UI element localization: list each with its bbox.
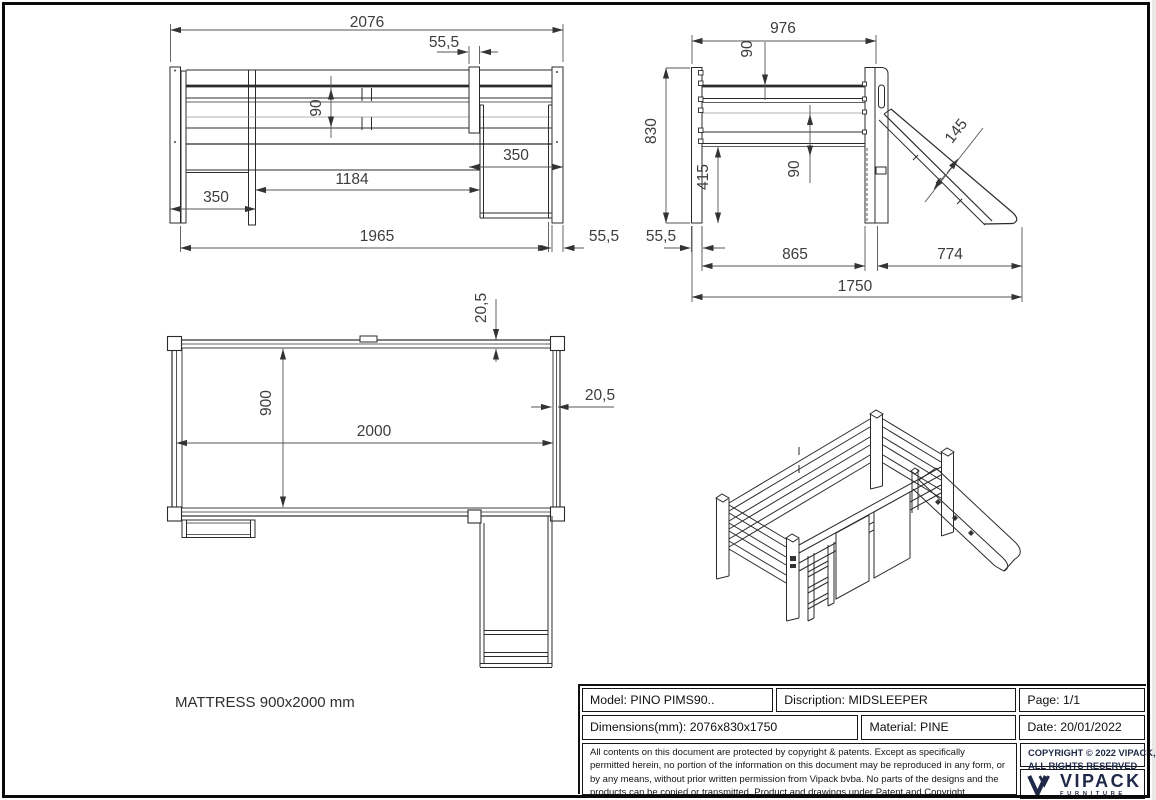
top-dim-length: 2000 <box>356 423 392 440</box>
title-block <box>578 684 1156 799</box>
front-dim-mid-span: 1184 <box>335 171 369 188</box>
copyright-line: permitted herein, no portion of the information on this document may be reproduced in any form, or <box>590 760 1006 772</box>
copyright-line: by any means, without prior written permission from Vipack bvba. No parts of the designs and the <box>590 773 999 785</box>
copyright-notice-line: COPYRIGHT © 2022 VIPACK, <box>1028 748 1156 758</box>
front-dim-post-bottom: 55,5 <box>588 228 620 245</box>
front-view <box>170 14 619 252</box>
top-dim-thickness-side: 20,5 <box>584 387 616 404</box>
top-view <box>168 293 616 668</box>
date-field: Date: 20/01/2022 <box>1019 715 1145 740</box>
side-dim-total: 1750 <box>837 278 873 295</box>
side-dim-mattress-gap: 90 <box>786 160 803 178</box>
model-field: Model: PINO PIMS90.. <box>582 688 773 712</box>
copyright-paragraph <box>582 743 1017 799</box>
side-dim-top-rail: 90 <box>739 40 756 58</box>
side-dim-slide-reach: 774 <box>937 246 963 263</box>
brand-subtitle: FURNITURE <box>1060 791 1126 798</box>
copyright-line: products can be copied or transmitted. Product and drawings under Patent and Copyright. <box>590 787 968 799</box>
page-field: Page: 1/1 <box>1019 688 1145 712</box>
side-dim-slide-width: 145 <box>941 115 972 147</box>
isometric-view <box>716 410 1020 621</box>
side-dim-depth: 976 <box>770 20 796 37</box>
side-dim-clearance: 415 <box>695 164 712 190</box>
mattress-note: MATTRESS 900x2000 mm <box>175 694 355 711</box>
front-dim-ladder-span: 350 <box>203 189 229 206</box>
dimensions-field: Dimensions(mm): 2076x830x1750 <box>582 715 858 740</box>
side-dim-bed-depth: 865 <box>782 246 808 263</box>
front-dim-base-span: 1965 <box>359 228 395 245</box>
vipack-logo <box>1020 769 1145 799</box>
copyright-notice-line: ALL RIGHTS RESERVED <box>1028 760 1138 771</box>
front-dim-rail-gap: 90 <box>308 99 325 117</box>
front-dim-post-top: 55,5 <box>428 34 460 51</box>
copyright-line: All contents on this document are protected by copyright & patents. Except as specifically <box>590 747 965 758</box>
top-dim-thickness-top: 20,5 <box>473 292 490 324</box>
side-dim-post: 55,5 <box>645 228 677 245</box>
material-field: Material: PINE <box>861 715 1016 740</box>
description-field: Discription: MIDSLEEPER <box>776 688 1016 712</box>
side-dim-height: 830 <box>643 118 660 144</box>
copyright-notice <box>1020 743 1156 771</box>
vipack-logo-mark-icon <box>1027 772 1054 798</box>
top-dim-width: 900 <box>258 390 275 416</box>
front-dim-total-width: 2076 <box>349 14 385 31</box>
brand-name: VIPACK <box>1060 771 1142 792</box>
front-dim-cupboard: 350 <box>503 147 529 164</box>
side-view <box>643 20 1022 302</box>
